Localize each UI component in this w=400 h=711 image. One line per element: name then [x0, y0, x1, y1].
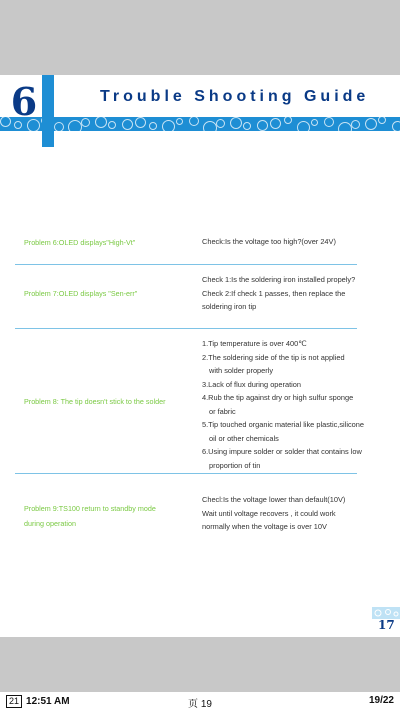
decorative-vertical-bar [42, 75, 54, 147]
band-bubble [324, 117, 334, 127]
band-bubble [351, 120, 360, 129]
status-bar [0, 692, 400, 711]
band-bubble [95, 116, 107, 128]
clock: 12:51 AM [26, 696, 70, 707]
page-count: 19/22 [368, 695, 394, 706]
problem-label: Problem 7:OLED displays "Sen-err" [24, 289, 138, 298]
band-bubble [270, 118, 281, 129]
band-bubble [122, 119, 133, 130]
band-bubble [243, 122, 251, 130]
band-bubble [378, 116, 386, 124]
check-text: 1.Tip temperature is over 400℃ 2.The soldering side of the tip is not applied with solder properly 3.Lack of flux during operation 4.Rub the tip against dry or high sulfur sponge or fabric 5.Tip touched organic material like plastic,silicone oil or other chemicals 6.Using impure solder or solder that contains low proportion of tin [202, 339, 364, 470]
row-divider [15, 473, 357, 474]
problem-label: Problem 8: The tip doesn't stick to the solder [24, 397, 166, 406]
top-margin [0, 0, 400, 75]
check-text: Check:Is the voltage too high?(over 24V) [202, 237, 336, 246]
problem-label: Problem 9:TS100 return to standby mode during operation [24, 504, 156, 528]
band-bubble [108, 121, 116, 129]
check-text: Check 1:Is the soldering iron installed propely? Check 2:If check 1 passes, then replace the soldering iron tip [202, 275, 356, 311]
band-bubble [162, 120, 175, 133]
chapter-number: 6 [10, 79, 38, 124]
band-bubble [338, 122, 352, 136]
band-bubble [216, 119, 225, 128]
band-bubble [230, 117, 242, 129]
check-text: Checl:Is the voltage lower than default(10V) Wait until voltage recovers , it could work normally when the voltage is over 10V [202, 495, 346, 531]
band-bubble [392, 121, 400, 132]
band-bubble [189, 116, 199, 126]
band-bubble [365, 118, 377, 130]
band-bubble [135, 117, 146, 128]
decorative-band [0, 117, 400, 131]
band-bubble [68, 120, 82, 134]
document-page [0, 75, 400, 637]
row-divider [15, 328, 357, 329]
band-bubble [297, 121, 310, 134]
band-bubble [284, 116, 292, 124]
row-divider [15, 264, 357, 265]
band-bubble [81, 118, 90, 127]
band-bubble [203, 121, 217, 135]
bottom-margin [0, 637, 400, 692]
band-bubble [149, 122, 157, 130]
band-bubble [54, 122, 64, 132]
band-bubble [311, 119, 318, 126]
battery-icon: 21 [6, 695, 22, 708]
page-title: Trouble Shooting Guide [100, 88, 370, 105]
band-bubble [176, 118, 183, 125]
band-bubble [257, 120, 268, 131]
page-label: 页 19 [188, 699, 212, 710]
page-number: 17 [378, 618, 395, 632]
problem-label: Problem 6:OLED displays"High-Vt" [24, 238, 136, 247]
